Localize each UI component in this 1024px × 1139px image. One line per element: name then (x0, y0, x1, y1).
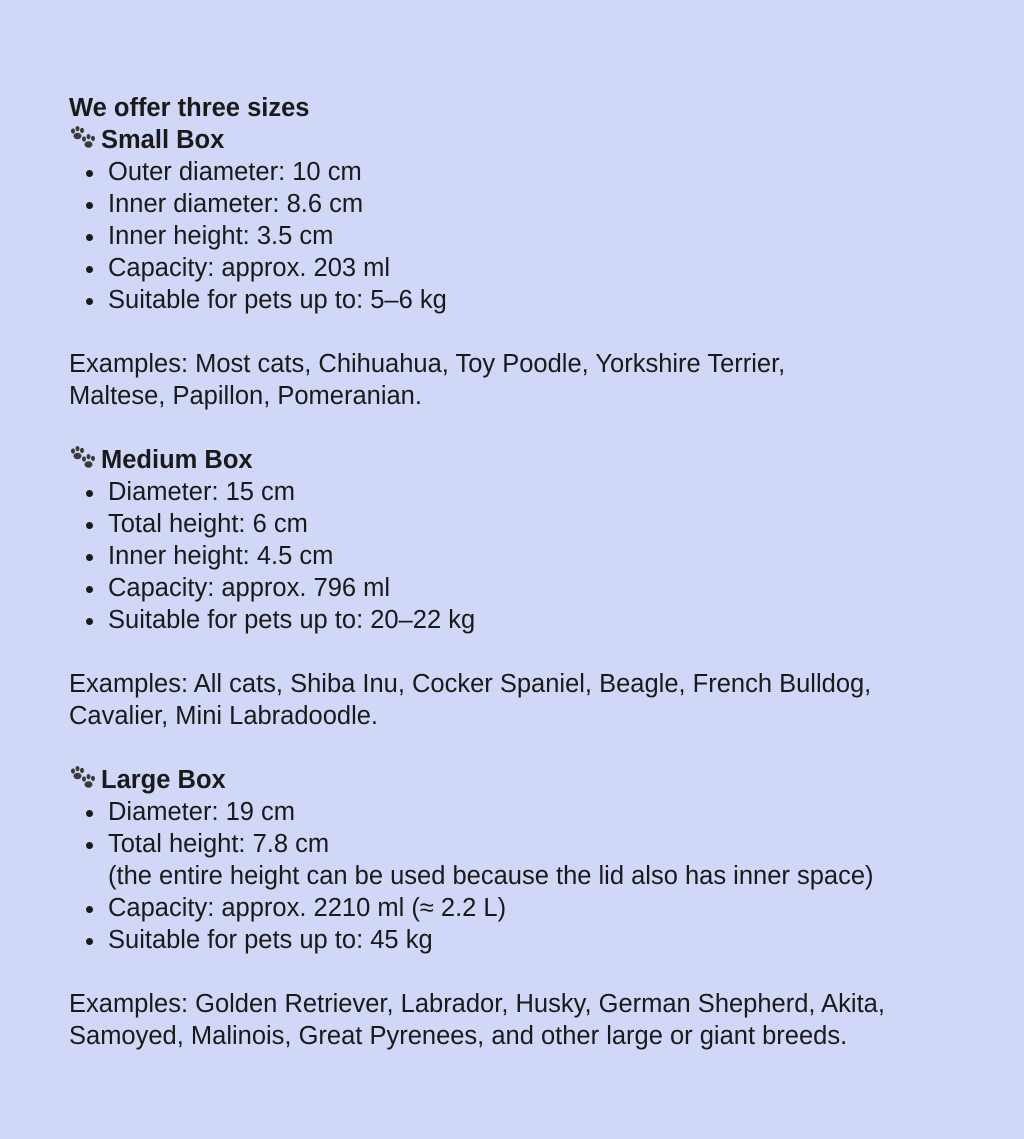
spec-item: Inner diameter: 8.6 cm (83, 188, 969, 220)
spec-item: Suitable for pets up to: 45 kg (83, 924, 969, 956)
size-title-text: Small Box (101, 126, 225, 154)
spec-item: Outer diameter: 10 cm (83, 156, 969, 188)
small-box-section (69, 124, 969, 412)
spec-item: Capacity: approx. 796 ml (83, 572, 969, 604)
size-title-text: Large Box (101, 766, 226, 794)
spec-item (83, 828, 969, 892)
size-title-text: Medium Box (101, 446, 253, 474)
medium-box-examples (69, 668, 969, 732)
spec-item: Inner height: 4.5 cm (83, 540, 969, 572)
examples-line: Examples: Most cats, Chihuahua, Toy Poodle, Yorkshire Terrier, (69, 350, 786, 378)
spec-item: Diameter: 15 cm (83, 476, 969, 508)
large-box-specs (69, 796, 969, 956)
small-box-specs (69, 156, 969, 316)
medium-box-section (69, 444, 969, 732)
examples-line: Samoyed, Malinois, Great Pyrenees, and other large or giant breeds. (69, 1022, 848, 1050)
medium-box-specs (69, 476, 969, 636)
spec-item: Inner height: 3.5 cm (83, 220, 969, 252)
examples-line: Examples: Golden Retriever, Labrador, Husky, German Shepherd, Akita, (69, 990, 885, 1018)
medium-box-title (69, 444, 969, 476)
small-box-title (69, 124, 969, 156)
paw-prints-icon (69, 126, 97, 150)
size-guide (69, 92, 969, 1052)
spec-item: Capacity: approx. 2210 ml (≈ 2.2 L) (83, 892, 969, 924)
spec-item: Suitable for pets up to: 20–22 kg (83, 604, 969, 636)
spec-item: Capacity: approx. 203 ml (83, 252, 969, 284)
small-box-examples (69, 348, 969, 412)
spec-note: (the entire height can be used because the lid also has inner space) (108, 862, 874, 890)
page-heading: We offer three sizes (69, 94, 310, 122)
examples-line: Examples: All cats, Shiba Inu, Cocker Spaniel, Beagle, French Bulldog, (69, 670, 872, 698)
large-box-examples (69, 988, 969, 1052)
spec-item: Diameter: 19 cm (83, 796, 969, 828)
spec-item: Suitable for pets up to: 5–6 kg (83, 284, 969, 316)
large-box-section (69, 764, 969, 1052)
paw-prints-icon (69, 446, 97, 470)
examples-line: Maltese, Papillon, Pomeranian. (69, 382, 422, 410)
examples-line: Cavalier, Mini Labradoodle. (69, 702, 379, 730)
spec-text: Total height: 7.8 cm (108, 830, 330, 858)
spec-item: Total height: 6 cm (83, 508, 969, 540)
paw-prints-icon (69, 766, 97, 790)
large-box-title (69, 764, 969, 796)
